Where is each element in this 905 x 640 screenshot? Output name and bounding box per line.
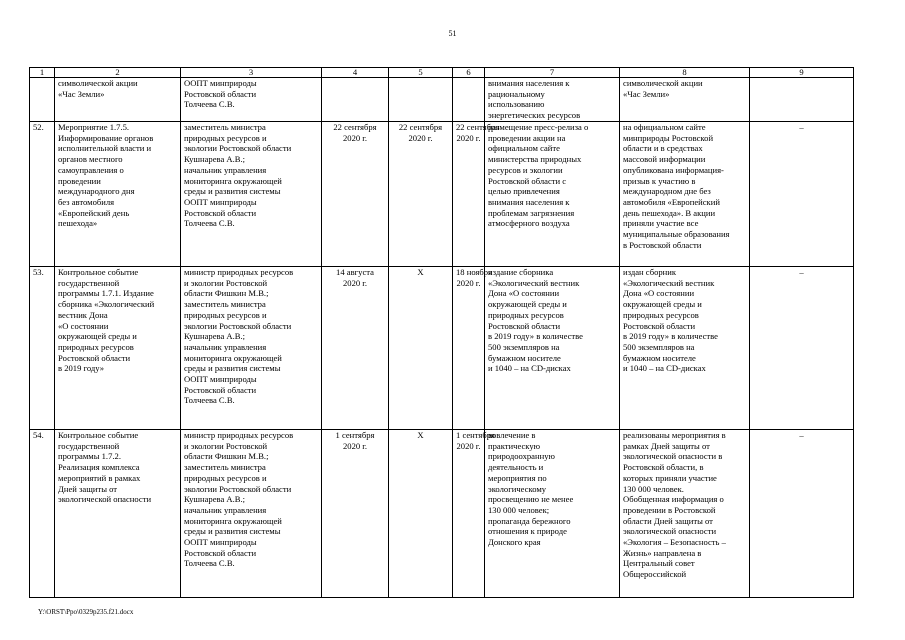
planned-date-cell [322,267,389,430]
cell-line: 2020 г. [456,440,481,451]
event-cell [55,122,181,267]
cell-line: 130 000 человек. [623,483,684,494]
column-number: 7 [485,68,620,78]
cell-line: 22 сентября [333,122,377,132]
cell-line: ООПТ минприроды [184,537,257,548]
cell-line: «Экологический вестник [488,277,580,288]
cell-line: и 1040 – на CD-дисках [623,363,706,374]
cell-line: деятельность и [488,462,544,473]
cell-line: «Экология – Безопасность – [623,537,726,548]
row-number-cell: 53. [30,267,55,430]
cell-line: окружающей среды и [488,299,567,310]
cell-line: проведении [58,175,101,186]
column-number-row [30,68,854,78]
cell-line: Ростовской области [184,547,257,558]
cell-line: природных ресурсов [623,309,699,320]
cell-line: программы 1.7.1. Издание [58,288,154,299]
cell-line: «Экологический вестник [623,277,715,288]
cell-line: муниципальные образования [623,229,730,240]
cell-line: вовлечение в [488,430,536,440]
cell-line: 2020 г. [342,277,368,288]
cell-line: 18 ноября [456,267,493,277]
cell-line: Дона «О состоянии [623,288,695,299]
cell-line: пропаганда бережного [488,515,571,526]
cell-line: без автомобиля [58,196,115,207]
cell-line: природных ресурсов и [184,472,267,483]
cell-line: автомобиля «Европейский [623,196,720,207]
cell-line: пешехода» [58,218,98,229]
cell-line: Х [417,267,424,277]
cell-line: вестник Дона [58,309,108,320]
cell-line: внимания населения к [488,78,570,88]
cell-line: «Час Земли» [58,88,105,99]
cell-line: в 2019 году» в количестве [488,331,583,342]
cell-line: и экологии Ростовской [184,440,268,451]
cell-line: энергетических ресурсов [488,110,581,121]
cell-line: внимания населения к [488,196,570,207]
cell-line: экологии Ростовской области [184,320,292,331]
cell-line: Ростовской области [58,352,131,363]
cell-line: Толчеева С.В. [184,395,235,406]
cell-line: 14 августа [336,267,374,277]
cell-line: природных ресурсов и [184,132,267,143]
cell-line: экологической опасности [623,526,717,537]
cell-line: проведении акции на [488,132,566,143]
cell-line: Х [417,430,424,440]
cell-line: области и в средствах [623,143,703,154]
reason-cell [750,430,854,598]
cell-line: бумажном носителе [623,352,696,363]
cell-line: 1 сентября [335,430,375,440]
cell-line: области Дней защиты от [623,515,713,526]
cell-line: приняли участие все [623,218,699,229]
cell-line: реализованы мероприятия в [623,430,726,440]
cell-line: министр природных ресурсов [184,267,294,277]
actual-end-date-cell [453,267,493,430]
cell-line: природных ресурсов [58,341,134,352]
cell-line: «Европейский день [58,207,130,218]
column-number: 2 [55,68,181,78]
cell-line: самоуправления о [58,164,124,175]
row-number-cell: 54. [30,430,55,598]
actual-end-date-cell [453,78,485,122]
cell-line: Кушнарева А.В.; [184,154,246,165]
column-number: 9 [750,68,854,78]
cell-line: мониторинга окружающей [184,515,282,526]
planned-date-cell [322,78,389,122]
event-cell [55,267,181,430]
actual-start-date-cell [389,122,453,267]
expected-result-cell [485,122,620,267]
cell-line: области Фишкин М.В.; [184,451,269,462]
cell-line: ООПТ минприроды [184,196,257,207]
cell-line: программы 1.7.2. [58,451,121,462]
cell-line: проведении в Ростовской [623,504,716,515]
achieved-result-cell [620,122,750,267]
expected-result-cell [485,78,620,122]
cell-line: природоохранную [488,451,555,462]
event-cell [55,78,181,122]
cell-line: Информирование органов [58,132,154,143]
cell-line: среды и развития системы [184,186,281,197]
cell-line: 130 000 человек; [488,504,550,515]
cell-line: среды и развития системы [184,363,281,374]
cell-line: Контрольное событие [58,267,139,277]
executor-cell [181,267,322,430]
actual-end-date-cell [453,122,500,267]
report-table [29,67,854,598]
cell-line: Ростовской области [184,88,257,99]
achieved-result-cell [620,430,750,598]
cell-line: Кушнарева А.В.; [184,494,246,505]
cell-line: 2020 г. [408,132,433,143]
cell-line: 2020 г. [342,440,368,451]
cell-line: бумажном носителе [488,352,561,363]
cell-line: 22 сентября [398,122,443,132]
cell-line: целью привлечения [488,186,560,197]
cell-line: призыв к участию в [623,175,696,186]
cell-line: минприроды Ростовской [623,132,714,143]
cell-line: международном дне без [623,186,711,197]
cell-line: 500 экземпляров на [623,341,695,352]
cell-line: символической акции [58,78,138,88]
cell-line: проблемам загрязнения [488,207,575,218]
cell-line: экологическому [488,483,547,494]
cell-line: мониторинга окружающей [184,352,282,363]
cell-line: министерства природных [488,154,582,165]
reason-cell [750,78,854,122]
cell-line: «О состоянии [58,320,109,331]
cell-line: начальник управления [184,164,267,175]
cell-line: Центральный совет [623,558,695,569]
cell-line: Дона «О состоянии [488,288,560,299]
cell-line: Мероприятие 1.7.5. [58,122,130,132]
cell-line: 500 экземпляров на [488,341,560,352]
file-path-footer: Y:\ORST\Ppo\0329p235.f21.docx [38,608,134,616]
expected-result-cell [485,267,620,430]
cell-line: сборника «Экологический [58,299,155,310]
achieved-result-cell [620,267,750,430]
cell-line: просвещению не менее [488,494,574,505]
cell-line: Ростовской области [623,320,696,331]
cell-line: природных ресурсов [488,309,564,320]
expected-result-cell [485,430,620,598]
cell-line: 1 сентября [456,430,495,440]
table-row [30,267,854,430]
cell-line: и 1040 – на CD-дисках [488,363,571,374]
cell-line: мероприятий в рамках [58,472,141,483]
executor-cell [181,78,322,122]
cell-line: использованию [488,99,545,110]
cell-line: Общероссийской [623,569,687,580]
cell-line: органов местного [58,154,123,165]
cell-line: Ростовской области, в [623,462,704,473]
cell-line: Толчеева С.В. [184,99,235,110]
column-number: 8 [620,68,750,78]
cell-line: экологии Ростовской области [184,143,292,154]
cell-line: заместитель министра [184,122,266,132]
cell-line: опубликована информация- [623,164,724,175]
cell-line: Донского края [488,537,541,548]
cell-line: экологической опасности [58,494,152,505]
cell-line: начальник управления [184,504,267,515]
cell-line: и экологии Ростовской [184,277,268,288]
executor-cell [181,122,322,267]
row-number-cell: 52. [30,122,55,267]
achieved-result-cell [620,78,750,122]
cell-line: Толчеева С.В. [184,558,235,569]
cell-line: министр природных ресурсов [184,430,294,440]
cell-line: Толчеева С.В. [184,218,235,229]
cell-line: природных ресурсов и [184,309,267,320]
cell-line: на официальном сайте [623,122,706,132]
actual-start-date-cell [389,267,453,430]
cell-line: рациональному [488,88,545,99]
cell-line: государственной [58,277,120,288]
cell-line: Дней защиты от [58,483,118,494]
cell-line: которых приняли участие [623,472,717,483]
cell-line: экологии Ростовской области [184,483,292,494]
cell-line: международного дня [58,186,135,197]
cell-line: издание сборника [488,267,554,277]
cell-line: размещение пресс-релиза о [488,122,589,132]
cell-line: отношения к природе [488,526,567,537]
cell-line: в 2019 году» [58,363,105,374]
cell-line: издан сборник [623,267,677,277]
cell-line: Реализация комплекса [58,462,140,473]
cell-line: 2020 г. [456,132,481,143]
cell-line: атмосферного воздуха [488,218,570,229]
cell-line: рамках Дней защиты от [623,440,710,451]
column-number: 6 [453,68,485,78]
cell-line: «Час Земли» [623,88,670,99]
row-number-cell [30,78,55,122]
cell-line: окружающей среды и [623,299,702,310]
cell-line: экологической опасности в [623,451,723,462]
cell-line: официальном сайте [488,143,560,154]
cell-line: символической акции [623,78,703,88]
cell-line: окружающей среды и [58,331,137,342]
cell-line: мониторинга окружающей [184,175,282,186]
cell-line: области Фишкин М.В.; [184,288,269,299]
cell-line: день пешехода». В акции [623,207,716,218]
cell-line: среды и развития системы [184,526,281,537]
executor-cell [181,430,322,598]
reason-cell [750,122,854,267]
cell-line: 2020 г. [456,277,481,288]
cell-line: Кушнарева А.В.; [184,331,246,342]
cell-line: – [799,122,804,132]
cell-line: государственной [58,440,120,451]
cell-line: ресурсов и экологии [488,164,563,175]
cell-line: мероприятия по [488,472,547,483]
page-number: 51 [448,29,457,38]
actual-end-date-cell [453,430,495,598]
cell-line: массовой информации [623,154,706,165]
cell-line: в 2019 году» в количестве [623,331,718,342]
event-cell [55,430,181,598]
cell-line: Ростовской области с [488,175,567,186]
actual-start-date-cell [389,430,453,598]
table-row [30,122,854,267]
cell-line: в Ростовской области [623,239,702,250]
column-number: 4 [322,68,389,78]
planned-date-cell [322,430,389,598]
column-number: 5 [389,68,453,78]
cell-line: ООПТ минприроды [184,374,257,385]
cell-line: Контрольное событие [58,430,139,440]
cell-line: Обобщенная информация о [623,494,724,505]
cell-line: ООПТ минприроды [184,78,257,88]
cell-line: – [799,430,804,440]
cell-line: заместитель министра [184,462,266,473]
cell-line: 2020 г. [342,132,368,143]
cell-line: исполнительной власти и [58,143,152,154]
cell-line: заместитель министра [184,299,266,310]
cell-line: Ростовской области [184,384,257,395]
actual-start-date-cell [389,78,453,122]
reason-cell [750,267,854,430]
cell-line: – [799,267,804,277]
column-number: 3 [181,68,322,78]
cell-line: Жизнь» направлена в [623,547,702,558]
cell-line: Ростовской области [488,320,561,331]
planned-date-cell [322,122,389,267]
table-row [30,430,854,598]
cell-line: практическую [488,440,541,451]
cell-line: Ростовской области [184,207,257,218]
cell-line: 22 сентября [456,122,500,132]
cell-line: начальник управления [184,341,267,352]
column-number: 1 [30,68,55,78]
table-row [30,78,854,122]
